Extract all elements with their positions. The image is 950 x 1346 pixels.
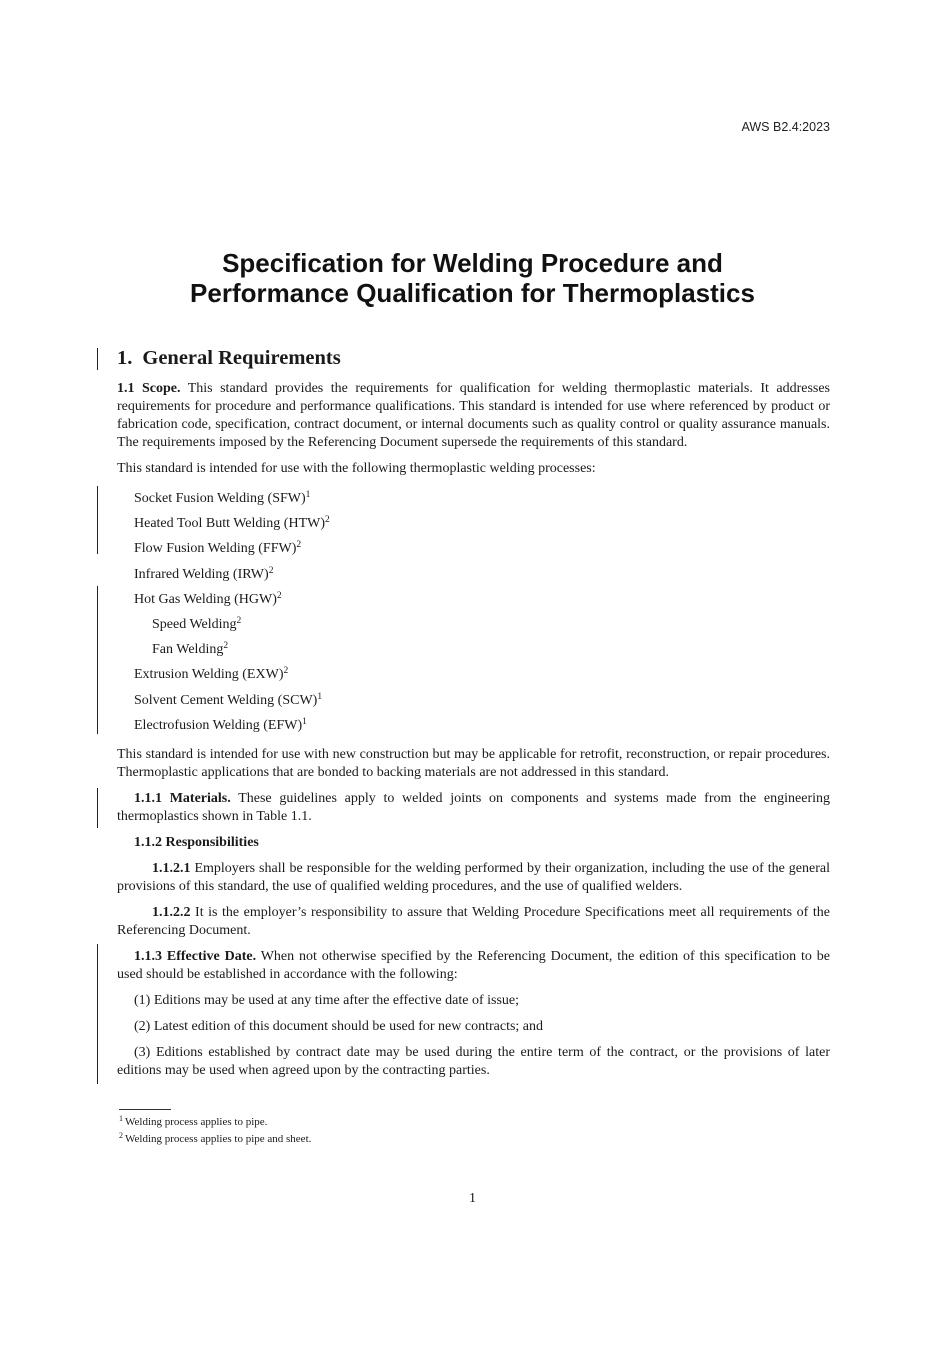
list-item: Flow Fusion Welding (FFW)$^2$ [134,540,302,557]
footnotes [119,1114,311,1148]
materials-text: These guidelines apply to welded joints on components and systems made from the engineering thermoplastics shown in Table 1.1. [117,790,830,824]
scope-text: This standard provides the requirements for qualification for welding thermoplastic materials. It addresses requirements for procedure and performance qualifications. This standard is intended for use where referenced by product or fabrication code, specification, contract document, or internal documents such as quality control or quality assurance manuals. The requirements imposed by the Referencing Document supersede the requirements of this standard. [117,381,831,450]
effective-date-paragraph: 1.1.3 Effective Date. When not otherwise specified by the Referencing Document, the edition of this specification to be used should be established in accordance with the following: [117,948,831,982]
materials-label: 1.1.1 Materials. [134,790,231,806]
change-bar [97,944,98,1084]
responsibility-paragraph-2: 1.1.2.2 It is the employer’s responsibility to assure that Welding Procedure Specifications meet all requirements of the Referencing Document. [117,904,830,938]
effective-date-item: (2) Latest edition of this document should be used for new contracts; and [134,1018,544,1034]
applicability-paragraph: This standard is intended for use with new construction but may be applicable for retrofit, reconstruction, or repair procedures. Thermoplastic applications that are bonded to backing materials are not addressed in this standard. [117,746,830,780]
document-body [117,344,830,1088]
change-bar [97,348,98,370]
title-line-2: Performance Qualification for Thermoplastics [190,278,755,308]
process-list [117,486,830,738]
list-item: Fan Welding$^2$ [152,641,229,658]
effective-date-item: (1) Editions may be used at any time after the effective date of issue; [134,992,519,1008]
effective-date-item: (3) Editions established by contract date may be used during the entire term of the contract, or the provisions of later editions may be used when agreed upon by the contracting parties. [117,1044,830,1078]
page-title [0,248,945,308]
section-title: General Requirements [142,347,341,369]
list-item: Heated Tool Butt Welding (HTW)$^2$ [134,515,330,532]
document-id: AWS B2.4:2023 [741,120,830,134]
change-bar [97,788,98,828]
processes-intro: This standard is intended for use with the following thermoplastic welding processes: [117,461,596,476]
change-bar [97,586,98,734]
page-number: 1 [469,1191,476,1206]
footnote-divider [119,1109,171,1110]
section-number: 1. [117,347,133,369]
title-line-1: Specification for Welding Procedure and [222,248,723,278]
change-bar [97,486,98,554]
scope-paragraph [117,380,830,452]
scope-label: 1.1 Scope. [117,381,181,396]
materials-paragraph [117,790,830,826]
footnote: $^1$ Welding process applies to pipe. [119,1114,268,1128]
footnote: $^2$ Welding process applies to pipe and sheet. [119,1131,312,1145]
list-item: Infrared Welding (IRW)$^2$ [134,565,274,582]
list-item: Socket Fusion Welding (SFW)$^1$ [134,490,311,506]
list-item: Hot Gas Welding (HGW)$^2$ [134,590,282,607]
responsibility-paragraph-1: 1.1.2.1 Employers shall be responsible for the welding performed by their organization, including the use of the general provisions of this standard, the use of qualified welding procedures, and the use of qualified welders. [117,860,830,894]
list-item: Extrusion Welding (EXW)$^2$ [134,666,289,683]
section-heading [117,344,830,372]
list-item: Speed Welding$^2$ [152,615,242,632]
list-item: Electrofusion Welding (EFW)$^1$ [134,716,307,733]
responsibilities-heading: 1.1.2 Responsibilities [134,834,259,850]
list-item: Solvent Cement Welding (SCW)$^1$ [134,691,323,708]
